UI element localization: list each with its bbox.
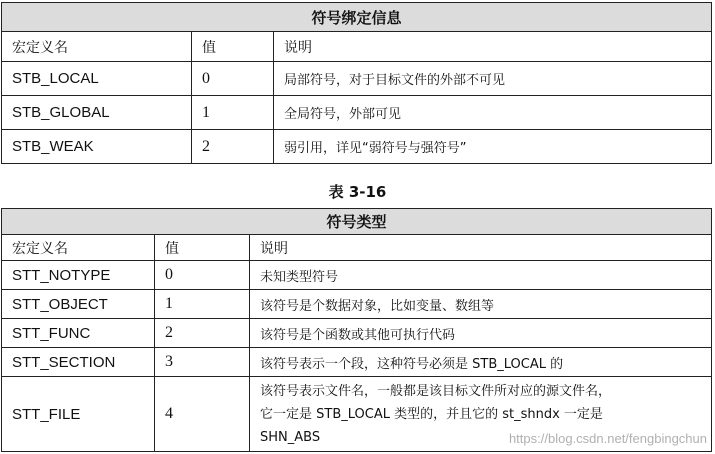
macro-name: STT_FILE bbox=[2, 377, 155, 452]
macro-name: STB_GLOBAL bbox=[2, 96, 192, 130]
macro-value: 3 bbox=[155, 348, 250, 377]
macro-name: STT_OBJECT bbox=[2, 290, 155, 319]
description-line: 它一定是 STB_LOCAL 类型的，并且它的 st_shndx 一定是 bbox=[260, 406, 603, 422]
macro-description: 该符号是个数据对象，比如变量、数组等 bbox=[250, 290, 712, 319]
table-row bbox=[2, 319, 712, 348]
table-row bbox=[2, 62, 712, 96]
table-row bbox=[2, 96, 712, 130]
column-header-macro: 宏定义名 bbox=[2, 32, 192, 62]
macro-value: 0 bbox=[155, 261, 250, 290]
column-header-description: 说明 bbox=[250, 235, 712, 261]
macro-description: 局部符号，对于目标文件的外部不可见 bbox=[274, 62, 712, 96]
macro-value: 4 bbox=[155, 377, 250, 452]
table-title: 符号类型 bbox=[2, 209, 712, 235]
macro-name: STT_SECTION bbox=[2, 348, 155, 377]
macro-value: 0 bbox=[192, 62, 274, 96]
macro-name: STB_WEAK bbox=[2, 130, 192, 164]
macro-description: 全局符号，外部可见 bbox=[274, 96, 712, 130]
macro-description: 该符号是个函数或其他可执行代码 bbox=[250, 319, 712, 348]
table-number-label: 表 3-16 bbox=[328, 183, 387, 201]
symbol-type-table bbox=[1, 208, 712, 452]
macro-description: 弱引用，详见“弱符号与强符号” bbox=[274, 130, 712, 164]
table-row bbox=[2, 130, 712, 164]
watermark: https://blog.csdn.net/fengbingchun bbox=[508, 431, 707, 446]
macro-value: 1 bbox=[192, 96, 274, 130]
description-line: 该符号表示文件名，一般都是该目标文件所对应的源文件名， bbox=[260, 383, 612, 399]
table-row bbox=[2, 348, 712, 377]
column-header-value: 值 bbox=[155, 235, 250, 261]
column-header-value: 值 bbox=[192, 32, 274, 62]
macro-name: STT_FUNC bbox=[2, 319, 155, 348]
macro-value: 1 bbox=[155, 290, 250, 319]
column-header-macro: 宏定义名 bbox=[2, 235, 155, 261]
description-line: SHN_ABS bbox=[260, 429, 321, 445]
table-title: 符号绑定信息 bbox=[2, 3, 712, 32]
symbol-binding-table bbox=[1, 2, 712, 164]
macro-name: STB_LOCAL bbox=[2, 62, 192, 96]
table-row bbox=[2, 261, 712, 290]
column-header-description: 说明 bbox=[274, 32, 712, 62]
macro-value: 2 bbox=[192, 130, 274, 164]
macro-description: 未知类型符号 bbox=[250, 261, 712, 290]
macro-name: STT_NOTYPE bbox=[2, 261, 155, 290]
macro-value: 2 bbox=[155, 319, 250, 348]
macro-description: 该符号表示一个段，这种符号必须是 STB_LOCAL 的 bbox=[250, 348, 712, 377]
table-row bbox=[2, 290, 712, 319]
